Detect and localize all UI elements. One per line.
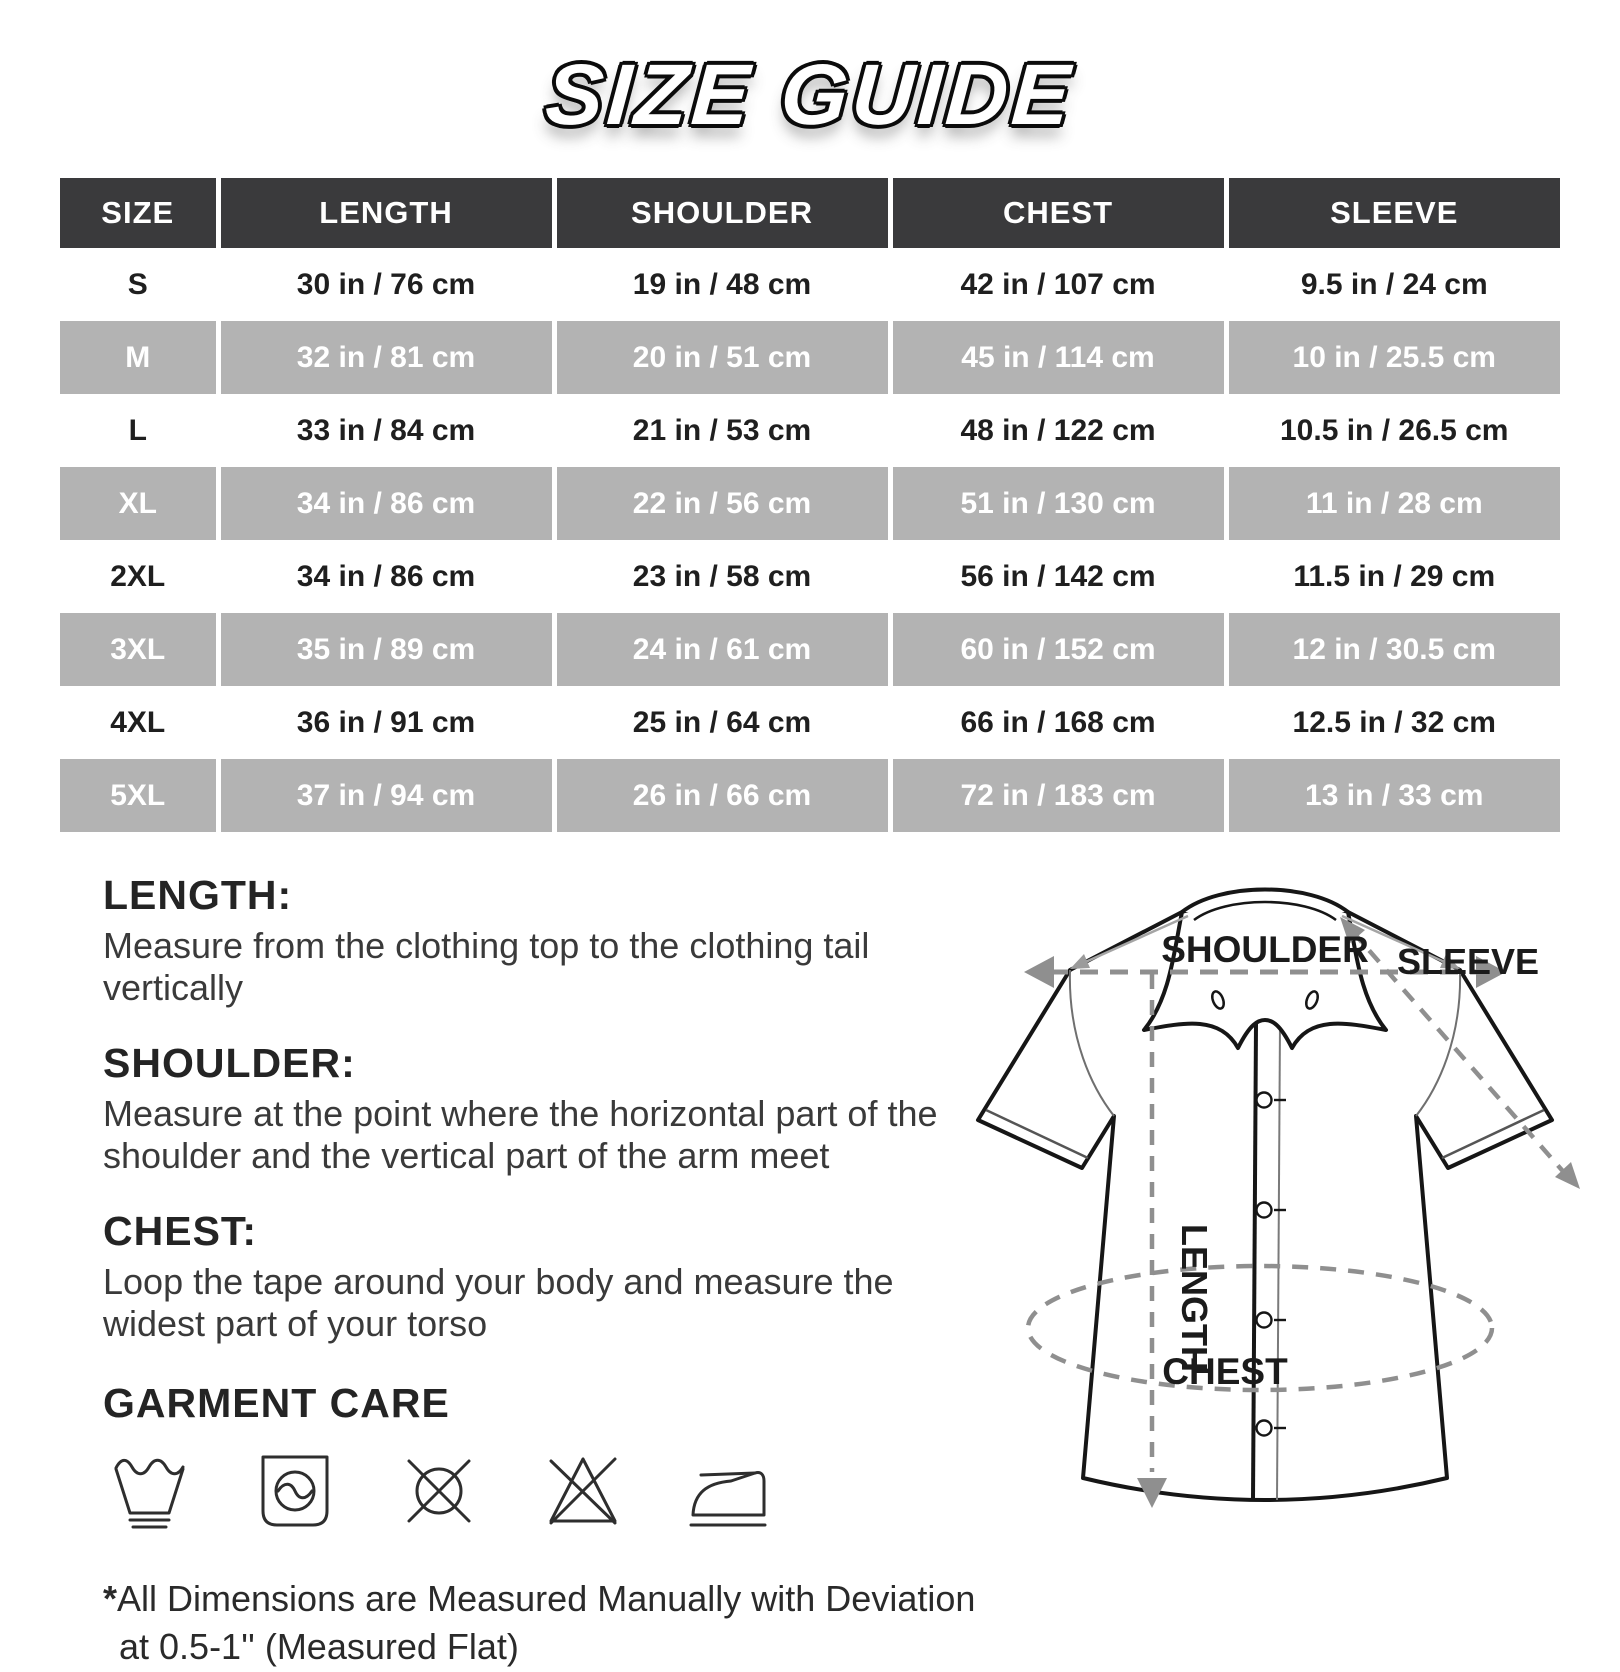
page-title: SIZE GUIDE [542, 47, 1078, 143]
cell-length: 34 in / 86 cm [218, 540, 554, 613]
shirt-body-outline [978, 898, 1552, 1500]
cell-size: 2XL [60, 540, 218, 613]
shoulder-heading: SHOULDER: [103, 1039, 356, 1086]
sleeve-label: SLEEVE [1396, 941, 1540, 982]
do-not-bleach-icon [535, 1441, 635, 1541]
page-title-wrap [0, 46, 1620, 145]
shirt-measurement-diagram [920, 848, 1620, 1620]
cell-size: M [60, 321, 218, 394]
shoulder-description: Measure at the point where the horizontal part of the shoulder and the vertical part of the arm meet [103, 1092, 938, 1177]
measurement-note [103, 1575, 983, 1672]
table-row [60, 321, 1560, 394]
cell-length: 37 in / 94 cm [218, 759, 554, 832]
cell-shoulder: 20 in / 51 cm [554, 321, 890, 394]
column-header-chest: CHEST [890, 178, 1226, 248]
cell-length: 33 in / 84 cm [218, 394, 554, 467]
cell-shoulder: 25 in / 64 cm [554, 686, 890, 759]
chest-label: CHEST [1162, 1351, 1288, 1392]
machine-wash-icon [103, 1441, 203, 1541]
table-row [60, 540, 1560, 613]
note-asterisk: * [103, 1577, 118, 1619]
cell-size: S [60, 248, 218, 321]
shirt-diagram-svg [920, 848, 1620, 1620]
cell-sleeve: 10 in / 25.5 cm [1226, 321, 1560, 394]
shoulder-label: SHOULDER [1161, 929, 1369, 970]
cell-sleeve: 9.5 in / 24 cm [1226, 248, 1560, 321]
length-label: LENGTH [1174, 1224, 1215, 1372]
cell-length: 32 in / 81 cm [218, 321, 554, 394]
cell-shoulder: 22 in / 56 cm [554, 467, 890, 540]
cell-chest: 45 in / 114 cm [890, 321, 1226, 394]
cell-size: 5XL [60, 759, 218, 832]
cell-shoulder: 19 in / 48 cm [554, 248, 890, 321]
cell-length: 30 in / 76 cm [218, 248, 554, 321]
cell-chest: 60 in / 152 cm [890, 613, 1226, 686]
cell-chest: 66 in / 168 cm [890, 686, 1226, 759]
shoulder-arrow-left [1024, 956, 1054, 988]
cell-length: 35 in / 89 cm [218, 613, 554, 686]
cell-size: 4XL [60, 686, 218, 759]
table-row [60, 248, 1560, 321]
size-table [60, 178, 1560, 832]
cell-shoulder: 21 in / 53 cm [554, 394, 890, 467]
size-table-body [60, 248, 1560, 832]
length-heading: LENGTH: [103, 872, 293, 918]
tumble-dry-icon [247, 1441, 347, 1541]
cell-sleeve: 11.5 in / 29 cm [1226, 540, 1560, 613]
cell-chest: 48 in / 122 cm [890, 394, 1226, 467]
cell-sleeve: 10.5 in / 26.5 cm [1226, 394, 1560, 467]
cell-size: 3XL [60, 613, 218, 686]
left-guide-arrowhead [1070, 954, 1090, 969]
cell-length: 34 in / 86 cm [218, 467, 554, 540]
cell-shoulder: 26 in / 66 cm [554, 759, 890, 832]
table-row [60, 759, 1560, 832]
size-table-header [60, 178, 1560, 248]
note-line1: All Dimensions are Measured Manually with Deviation [117, 1577, 976, 1619]
cell-chest: 51 in / 130 cm [890, 467, 1226, 540]
column-header-size: SIZE [60, 178, 218, 248]
iron-icon [679, 1441, 779, 1541]
cell-length: 36 in / 91 cm [218, 686, 554, 759]
cell-sleeve: 12.5 in / 32 cm [1226, 686, 1560, 759]
cell-chest: 56 in / 142 cm [890, 540, 1226, 613]
cell-size: XL [60, 467, 218, 540]
chest-heading: CHEST: [103, 1207, 258, 1254]
table-row [60, 686, 1560, 759]
table-row [60, 613, 1560, 686]
cell-sleeve: 12 in / 30.5 cm [1226, 613, 1560, 686]
garment-care-icons [103, 1441, 983, 1541]
cell-shoulder: 24 in / 61 cm [554, 613, 890, 686]
do-not-dry-clean-icon [391, 1441, 491, 1541]
table-row [60, 467, 1560, 540]
length-description: Measure from the clothing top to the clothing tail vertically [103, 925, 870, 1009]
cell-chest: 72 in / 183 cm [890, 759, 1226, 832]
garment-care-heading: GARMENT CARE [103, 1379, 450, 1426]
cell-sleeve: 13 in / 33 cm [1226, 759, 1560, 832]
column-header-sleeve: SLEEVE [1226, 178, 1560, 248]
chest-description: Loop the tape around your body and measure the widest part of your torso [103, 1260, 894, 1345]
cell-chest: 42 in / 107 cm [890, 248, 1226, 321]
cell-size: L [60, 394, 218, 467]
measurement-info [103, 872, 983, 1672]
cell-shoulder: 23 in / 58 cm [554, 540, 890, 613]
column-header-shoulder: SHOULDER [554, 178, 890, 248]
column-header-length: LENGTH [218, 178, 554, 248]
cell-sleeve: 11 in / 28 cm [1226, 467, 1560, 540]
note-line2: at 0.5-1'' (Measured Flat) [119, 1626, 519, 1668]
table-row [60, 394, 1560, 467]
